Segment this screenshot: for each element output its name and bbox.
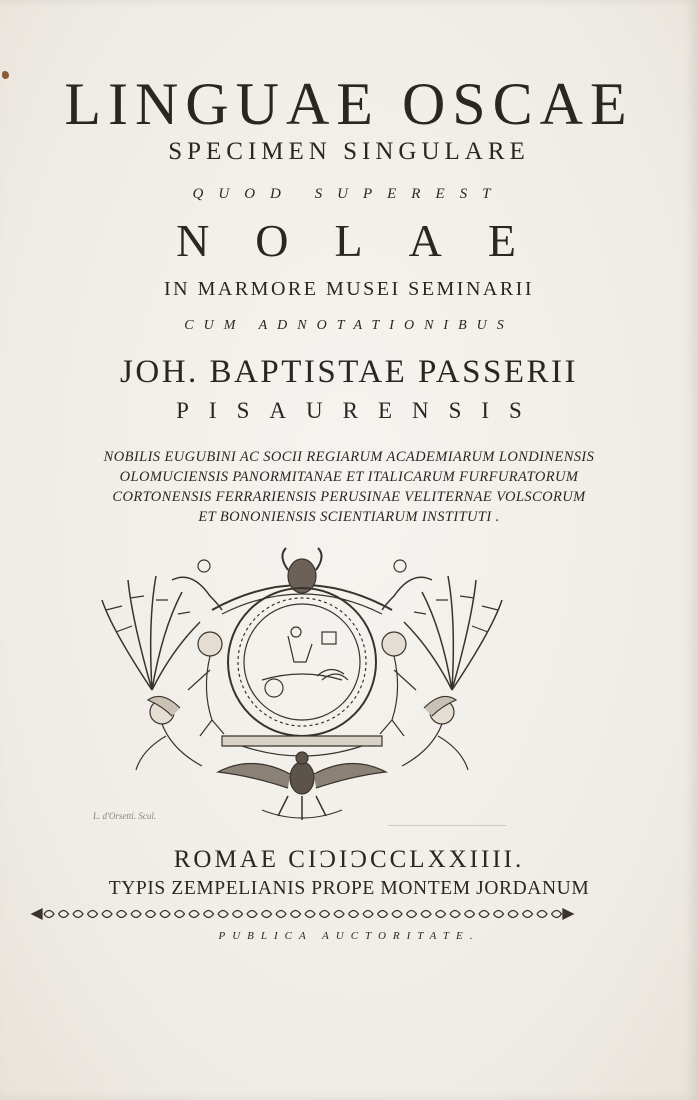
ornament-scroll	[392, 911, 402, 918]
ornament-scroll	[494, 911, 504, 918]
ornament-scroll	[175, 911, 185, 918]
ornament-scroll	[233, 911, 243, 918]
ornament-scroll	[262, 911, 272, 918]
ornamental-border	[30, 906, 575, 922]
ornament-scroll	[204, 911, 214, 918]
location-line: IN MARMORE MUSEI SEMINARII	[163, 278, 534, 300]
ornament-scroll	[465, 911, 475, 918]
ornament-scroll	[407, 911, 417, 918]
ornament-scroll	[291, 911, 301, 918]
ornament-scroll	[160, 911, 170, 918]
city-title: NOLAE	[176, 215, 562, 266]
ornament-scroll	[189, 911, 199, 918]
ornament-scroll	[436, 911, 446, 918]
ornament-scroll	[131, 911, 141, 918]
ornament-scroll	[44, 911, 54, 918]
institution-line: CORTONENSIS FERRARIENSIS PERUSINAE VELITERNAE VOLSCORUM	[112, 489, 586, 505]
subtitle: SPECIMEN SINGULARE	[168, 138, 530, 165]
ornament-end	[563, 909, 573, 919]
institutions-block	[0, 447, 698, 527]
main-title: LINGUAE OSCAE	[64, 71, 634, 137]
plate-rule	[388, 825, 506, 826]
quod-superest-line: QUOD SUPEREST	[192, 186, 506, 202]
ornament-end	[32, 909, 42, 919]
ornament-scroll	[102, 911, 112, 918]
ornament-scroll	[247, 911, 257, 918]
institution-line: ET BONONIENSIS SCIENTIARUM INSTITUTI .	[198, 509, 500, 525]
ornament-scroll	[218, 911, 228, 918]
ornament-scroll	[537, 911, 547, 918]
ornament-scroll	[117, 911, 127, 918]
ornament-scroll	[320, 911, 330, 918]
ornament-scroll	[523, 911, 533, 918]
ornament-scroll	[349, 911, 359, 918]
ornament-scroll	[276, 911, 286, 918]
ornament-scroll	[73, 911, 83, 918]
authority-line: PUBLICA AUCTORITATE.	[218, 930, 480, 942]
institution-line: OLOMUCIENSIS PANORMITANAE ET ITALICARUM FURFURATORUM	[119, 469, 579, 485]
ornament-scroll	[88, 911, 98, 918]
ornament-scroll	[363, 911, 373, 918]
ornament-scroll	[59, 911, 69, 918]
annotations-line: CUM ADNOTATIONIBUS	[184, 318, 514, 333]
engraved-vignette	[92, 540, 512, 830]
ornament-scroll	[421, 911, 431, 918]
imprint-place-date: ROMAE CIƆIƆCCLXXIIII.	[173, 846, 525, 873]
ornament-scroll	[552, 911, 562, 918]
ornament-scroll	[450, 911, 460, 918]
ornament-scroll	[305, 911, 315, 918]
engraver-signature: L. d'Orsetti. Scul.	[93, 811, 157, 821]
ornament-scroll	[378, 911, 388, 918]
ornament-scroll	[334, 911, 344, 918]
ornament-scroll	[479, 911, 489, 918]
ornament-scroll	[508, 911, 518, 918]
ornament-scroll	[146, 911, 156, 918]
printer-line: TYPIS ZEMPELIANIS PROPE MONTEM JORDANUM	[108, 878, 590, 899]
author-name: JOH. BAPTISTAE PASSERII	[120, 354, 578, 390]
institution-line: NOBILIS EUGUBINI AC SOCII REGIARUM ACADEMIARUM LONDINENSIS	[103, 449, 595, 465]
author-origin: PISAURENSIS	[176, 398, 542, 423]
